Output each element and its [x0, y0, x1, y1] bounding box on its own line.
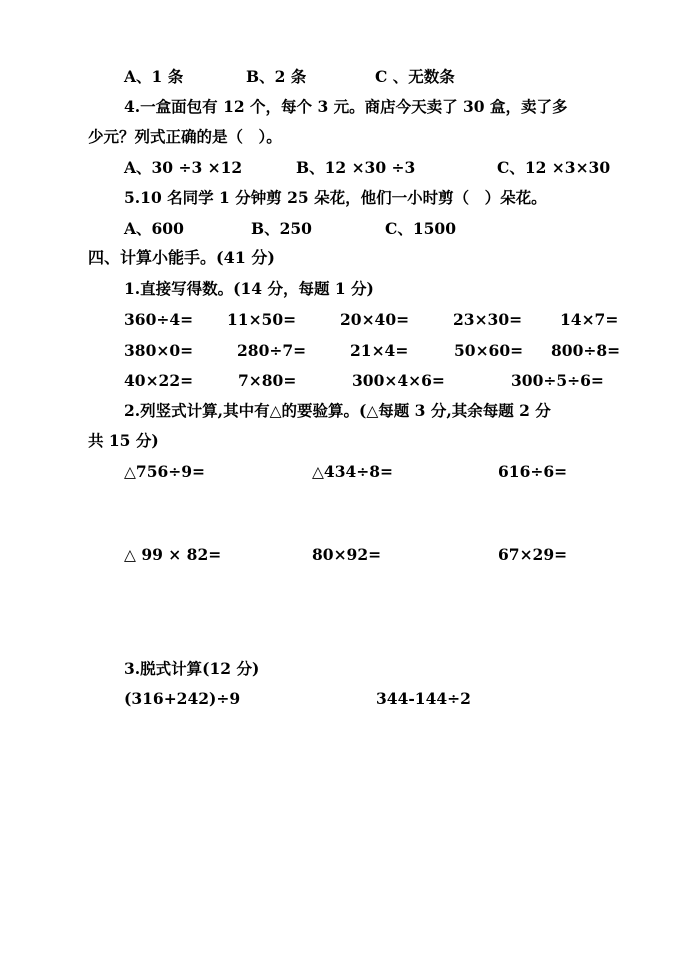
vertical-calc-item: 616÷6=: [498, 462, 568, 481]
q3-option-c: C 、无数条: [375, 67, 455, 86]
q5-option-c: C、1500: [385, 219, 456, 238]
q5-option-b: B、250: [251, 219, 312, 238]
part3-title: 3.脱式计算(12 分): [124, 659, 260, 678]
oral-calc-item: 11×50=: [227, 310, 297, 329]
section-4-title: 四、计算小能手。(41 分): [88, 248, 275, 267]
step-calc-item: (316+242)÷9: [124, 689, 241, 708]
q4-option-c: C、12 ×3×30: [497, 158, 611, 177]
vertical-calc-item: △756÷9=: [124, 462, 206, 481]
oral-calc-item: 23×30=: [453, 310, 523, 329]
q4-option-b: B、12 ×30 ÷3: [296, 158, 416, 177]
part2-title-line2: 共 15 分): [88, 431, 159, 450]
oral-calc-item: 7×80=: [238, 371, 297, 390]
vertical-calc-item: △ 99 × 82=: [124, 545, 222, 564]
q3-option-b: B、2 条: [246, 67, 307, 86]
vertical-calc-item: 67×29=: [498, 545, 568, 564]
q5-question: 5.10 名同学 1 分钟剪 25 朵花，他们一小时剪（ ）朵花。: [124, 188, 547, 207]
step-calc-item: 344-144÷2: [376, 689, 471, 708]
q4-question-line1: 4.一盒面包有 12 个，每个 3 元。商店今天卖了 30 盒，卖了多: [124, 97, 568, 116]
oral-calc-item: 300÷5÷6=: [511, 371, 604, 390]
vertical-calc-item: △434÷8=: [312, 462, 394, 481]
oral-calc-item: 360÷4=: [124, 310, 194, 329]
oral-calc-item: 20×40=: [340, 310, 410, 329]
oral-calc-item: 300×4×6=: [352, 371, 445, 390]
oral-calc-item: 14×7=: [560, 310, 619, 329]
q3-option-a: A、1 条: [124, 67, 184, 86]
vertical-calc-item: 80×92=: [312, 545, 382, 564]
oral-calc-item: 800÷8=: [551, 341, 621, 360]
part2-title-line1: 2.列竖式计算,其中有△的要验算。(△每题 3 分,其余每题 2 分: [124, 401, 551, 420]
oral-calc-item: 280÷7=: [237, 341, 307, 360]
q5-option-a: A、600: [124, 219, 184, 238]
oral-calc-item: 21×4=: [350, 341, 409, 360]
q4-question-line2: 少元？列式正确的是（ ）。: [88, 127, 282, 146]
q4-option-a: A、30 ÷3 ×12: [124, 158, 243, 177]
oral-calc-item: 40×22=: [124, 371, 194, 390]
oral-calc-item: 50×60=: [454, 341, 524, 360]
oral-calc-item: 380×0=: [124, 341, 194, 360]
part1-title: 1.直接写得数。(14 分，每题 1 分): [124, 279, 374, 298]
